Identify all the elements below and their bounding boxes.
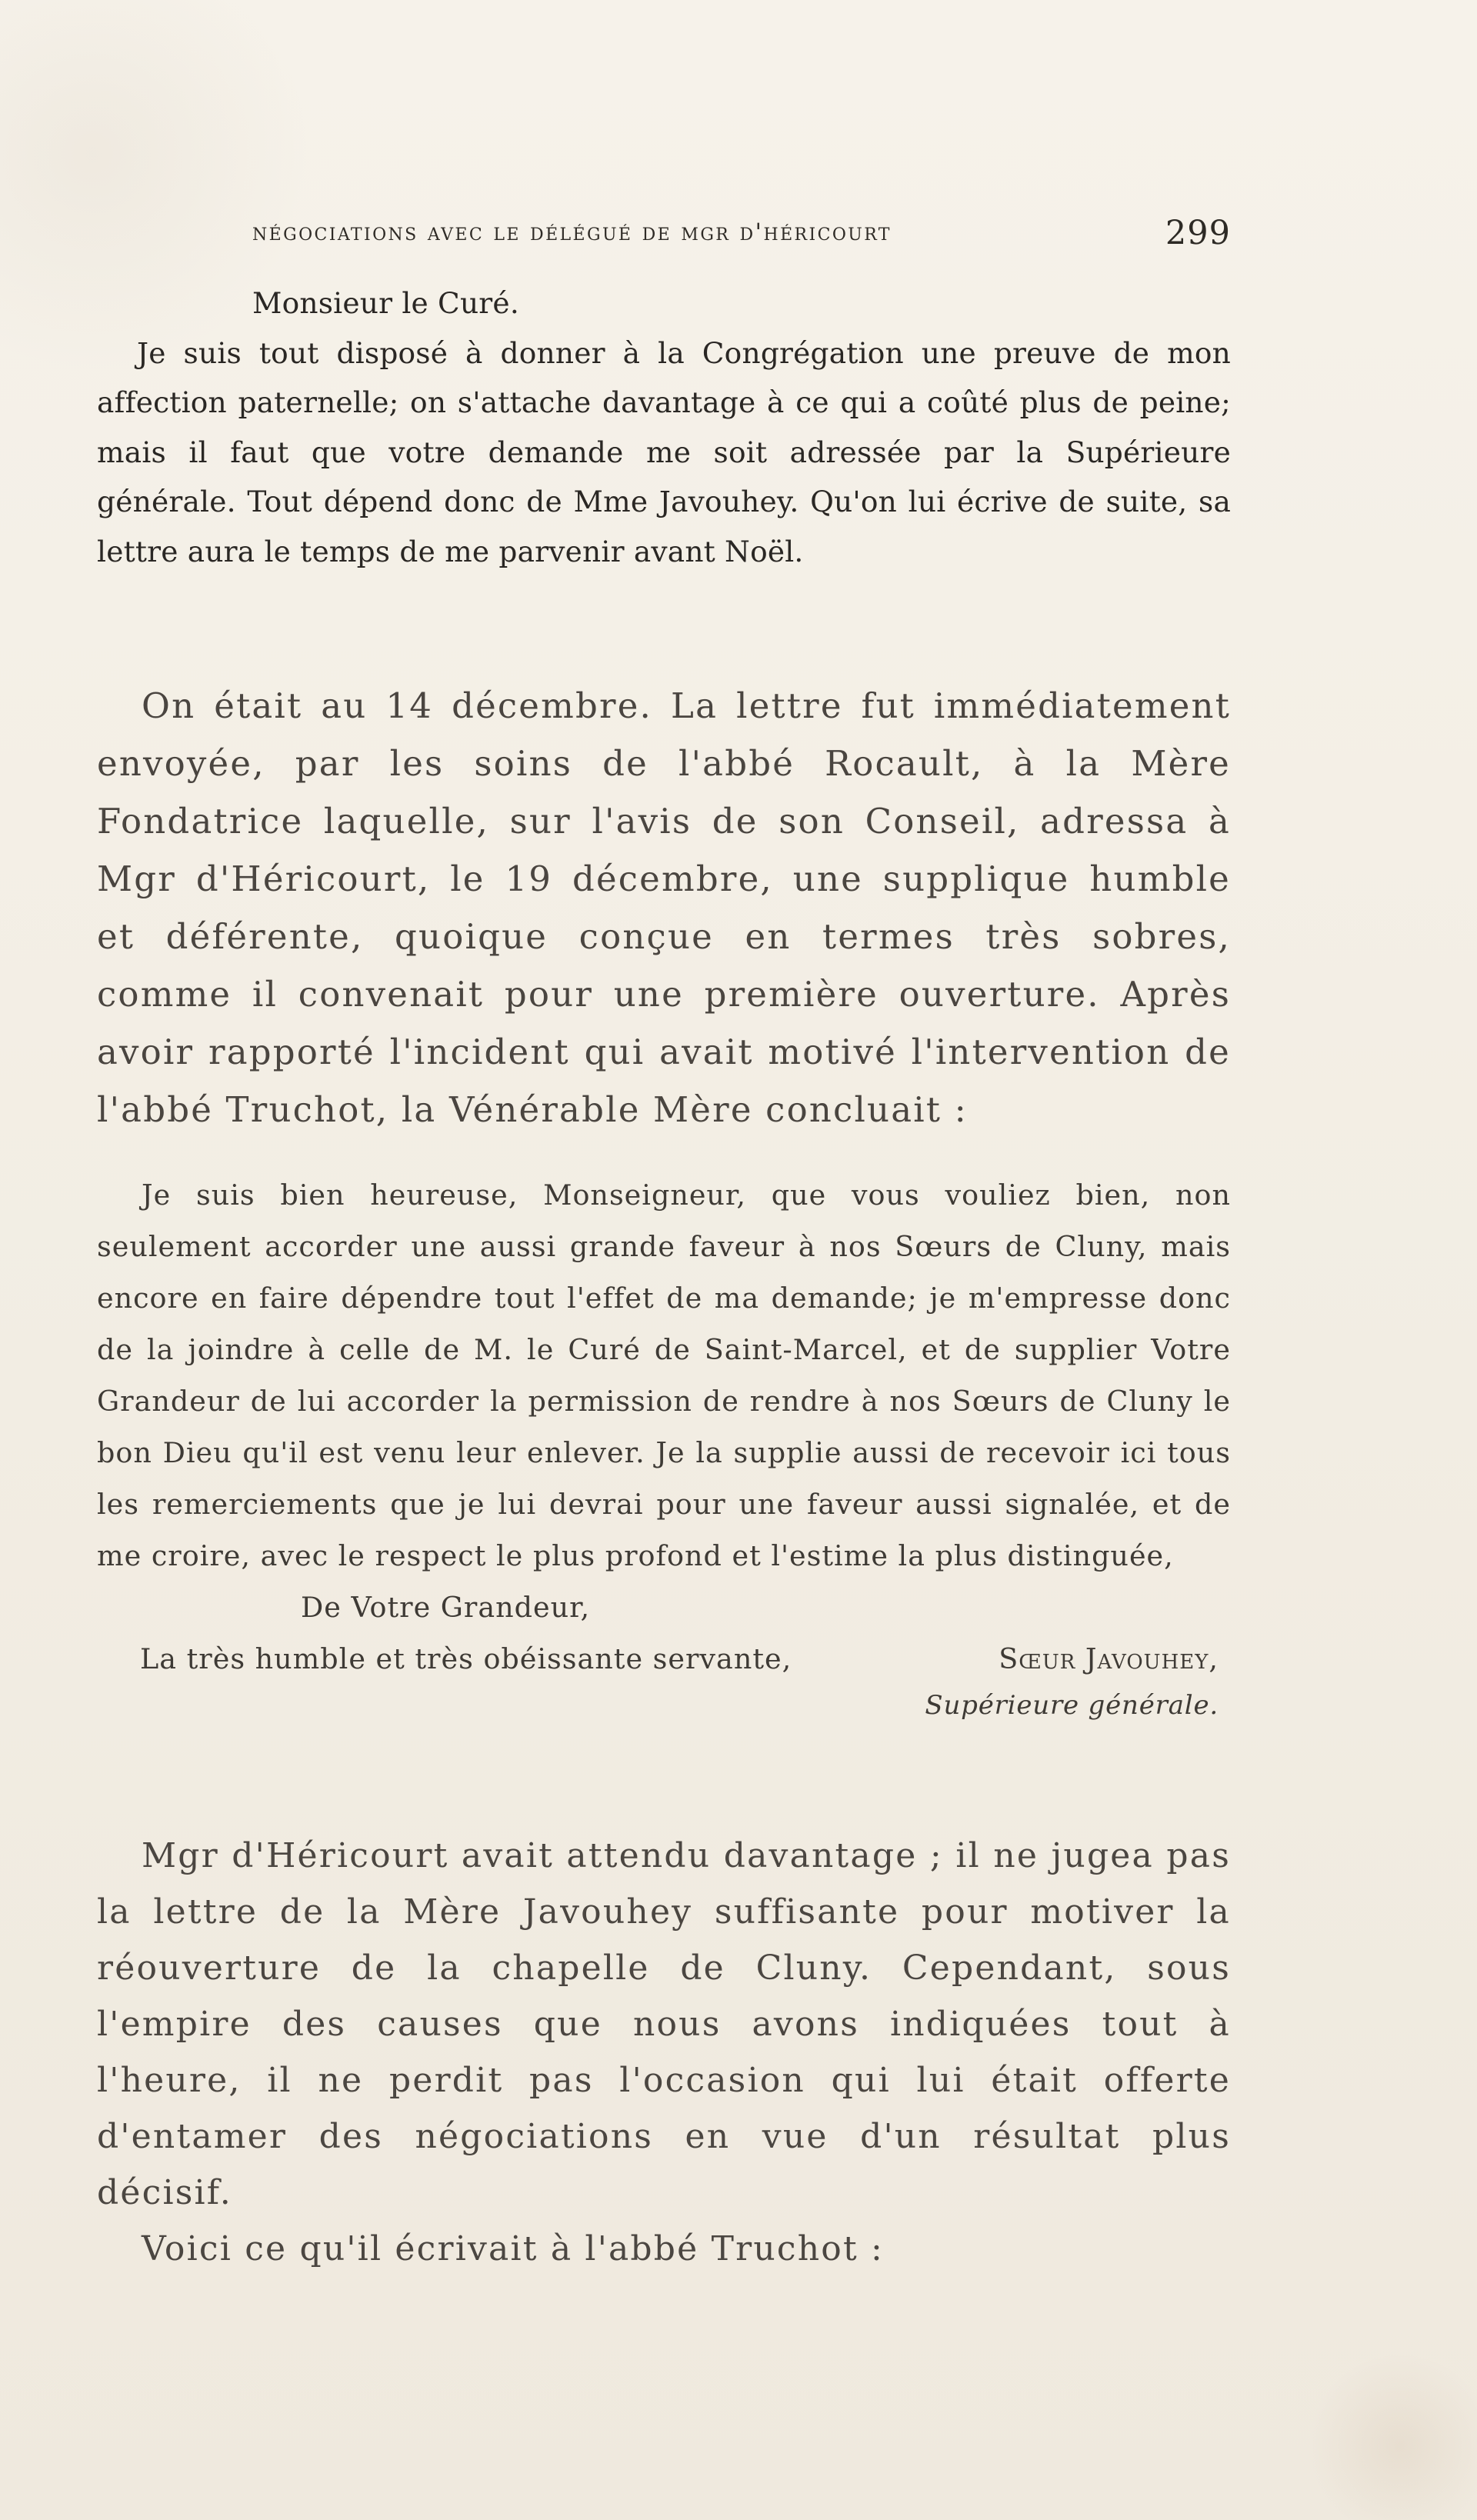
quoted-letter-cure xyxy=(97,278,1231,576)
page-number: 299 xyxy=(1165,214,1231,252)
running-title: négociations avec le délégué de mgr d'héricourt xyxy=(252,218,892,246)
narrative-paragraph-3: Voici ce qu'il écrivait à l'abbé Truchot : xyxy=(142,2229,885,2268)
quoted-letter-supplique xyxy=(97,1169,1231,1727)
narrative-paragraph-2: Mgr d'Héricourt avait attendu davantage ; il ne jugea pas la lettre de la Mère Javouhey suffisante pour motiver la réouverture de la chapelle de Cluny. Cependant, sous l'empire des causes que nous avons indiquées tout à l'heure, il ne perdit pas l'occasion qui lui était offerte d'entamer des négociations en vue d'un résultat plus décisif. xyxy=(97,1836,1231,2212)
letter-body: Je suis tout disposé à donner à la Congrégation une preuve de mon affection paternelle; on s'attache davantage à ce qui a coûté plus de peine; mais il faut que votre demande me soit adressée par la Supérieure générale. Tout dépend donc de Mme Javouhey. Qu'on lui écrive de suite, sa lettre aura le temps de me parvenir avant Noël. xyxy=(97,335,1231,568)
closing-narrative xyxy=(97,1828,1231,2277)
signature: Sœur Javouhey, xyxy=(999,1642,1219,1675)
valediction: La très humble et très obéissante servante, xyxy=(140,1642,792,1675)
letter-salutation: Monsieur le Curé. xyxy=(252,286,519,320)
signatory-title: Supérieure générale. xyxy=(925,1690,1219,1721)
running-head xyxy=(252,214,1231,255)
signature-row xyxy=(97,1633,1231,1684)
narrative-paragraph: On était au 14 décembre. La lettre fut immédiatement envoyée, par les soins de l'abbé Rocault, à la Mère Fondatrice laquelle, sur l'avis de son Conseil, adressa à Mgr d'Héricourt, le 19 décembre, une supplique humble et déférente, quoique conçue en termes très sobres, comme il convenait pour une première ouverture. Après avoir rapporté l'incident qui avait motivé l'intervention de l'abbé Truchot, la Vénérable Mère concluait : xyxy=(97,685,1231,1130)
letter-closing: De Votre Grandeur, xyxy=(301,1591,591,1624)
supplique-body: Je suis bien heureuse, Monseigneur, que vous vouliez bien, non seulement accorder une aussi grande faveur à nos Sœurs de Cluny, mais encore en faire dépendre tout l'effet de ma demande; je m'empresse donc de la joindre à celle de M. le Curé de Saint-Marcel, et de supplier Votre Grandeur de lui accorder la permission de rendre à nos Sœurs de Cluny le bon Dieu qu'il est venu leur enlever. Je la supplie aussi de recevoir ici tous les remerciements que je lui devrai pour une faveur aussi signalée, et de me croire, avec le respect le plus profond et l'estime la plus distinguée, xyxy=(97,1178,1231,1572)
